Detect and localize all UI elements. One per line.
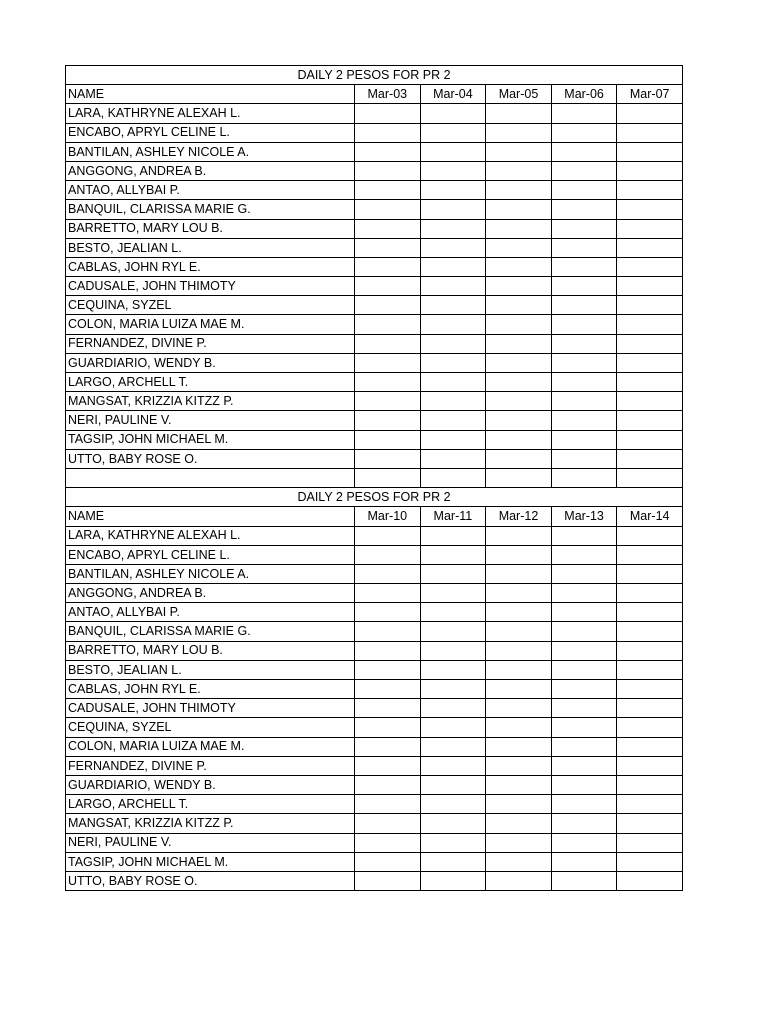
table-row xyxy=(66,449,683,468)
section-title[interactable]: DAILY 2 PESOS FOR PR 2 xyxy=(66,66,683,85)
table-row xyxy=(66,277,683,296)
payment-cell[interactable] xyxy=(617,161,683,180)
student-name-cell[interactable]: LARGO, ARCHELL T. xyxy=(66,373,355,392)
table-row xyxy=(66,161,683,180)
table-row xyxy=(66,641,683,660)
payment-cell[interactable] xyxy=(486,775,552,794)
table-row xyxy=(66,104,683,123)
payment-cell[interactable] xyxy=(355,756,421,775)
empty-cell[interactable] xyxy=(355,468,421,487)
payment-cell[interactable] xyxy=(617,430,683,449)
payment-cell[interactable] xyxy=(355,660,421,679)
payment-cell[interactable] xyxy=(486,430,552,449)
payment-cell[interactable] xyxy=(420,123,486,142)
payment-cell[interactable] xyxy=(486,315,552,334)
payment-cell[interactable] xyxy=(355,852,421,871)
payment-cell[interactable] xyxy=(551,852,617,871)
student-name-cell[interactable]: ANTAO, ALLYBAI P. xyxy=(66,603,355,622)
table-row xyxy=(66,392,683,411)
student-name-cell[interactable]: ANGGONG, ANDREA B. xyxy=(66,161,355,180)
payment-cell[interactable] xyxy=(420,392,486,411)
table-row xyxy=(66,775,683,794)
payment-cell[interactable] xyxy=(355,334,421,353)
payment-cell[interactable] xyxy=(551,795,617,814)
payment-cell[interactable] xyxy=(617,142,683,161)
table-row xyxy=(66,622,683,641)
date-column-header[interactable]: Mar-03 xyxy=(355,85,421,104)
table-row xyxy=(66,564,683,583)
payment-cell[interactable] xyxy=(420,430,486,449)
student-name-cell[interactable]: ANGGONG, ANDREA B. xyxy=(66,584,355,603)
table-row xyxy=(66,699,683,718)
table-row xyxy=(66,142,683,161)
table-row xyxy=(66,315,683,334)
payment-cell[interactable] xyxy=(420,238,486,257)
payment-cell[interactable] xyxy=(420,200,486,219)
payment-cell[interactable] xyxy=(551,315,617,334)
table-row xyxy=(66,871,683,890)
payment-cell[interactable] xyxy=(486,200,552,219)
payment-cell[interactable] xyxy=(420,411,486,430)
payment-cell[interactable] xyxy=(355,161,421,180)
payment-cell[interactable] xyxy=(355,430,421,449)
table-row xyxy=(66,603,683,622)
payment-cell[interactable] xyxy=(420,775,486,794)
payment-cell[interactable] xyxy=(486,622,552,641)
payment-cell[interactable] xyxy=(617,277,683,296)
sheet-body xyxy=(66,66,683,891)
table-row xyxy=(66,334,683,353)
payment-cell[interactable] xyxy=(355,564,421,583)
student-name-cell[interactable]: COLON, MARIA LUIZA MAE M. xyxy=(66,315,355,334)
payment-cell[interactable] xyxy=(486,373,552,392)
table-row xyxy=(66,257,683,276)
table-row xyxy=(66,852,683,871)
student-name-cell[interactable]: BANTILAN, ASHLEY NICOLE A. xyxy=(66,142,355,161)
date-column-header[interactable]: Mar-11 xyxy=(420,507,486,526)
payment-cell[interactable] xyxy=(420,545,486,564)
empty-cell[interactable] xyxy=(486,468,552,487)
payment-cell[interactable] xyxy=(486,564,552,583)
payment-cell[interactable] xyxy=(617,373,683,392)
payment-cell[interactable] xyxy=(355,641,421,660)
header-row xyxy=(66,507,683,526)
payment-cell[interactable] xyxy=(486,238,552,257)
header-row xyxy=(66,85,683,104)
section-title-row xyxy=(66,488,683,507)
payment-cell[interactable] xyxy=(486,814,552,833)
student-name-cell[interactable]: CADUSALE, JOHN THIMOTY xyxy=(66,699,355,718)
payment-cell[interactable] xyxy=(617,660,683,679)
payment-cell[interactable] xyxy=(355,296,421,315)
payment-cell[interactable] xyxy=(617,449,683,468)
payment-cell[interactable] xyxy=(551,449,617,468)
payment-cell[interactable] xyxy=(551,277,617,296)
payment-cell[interactable] xyxy=(420,219,486,238)
payment-cell[interactable] xyxy=(355,545,421,564)
payment-cell[interactable] xyxy=(617,795,683,814)
section-title[interactable]: DAILY 2 PESOS FOR PR 2 xyxy=(66,488,683,507)
payment-cell[interactable] xyxy=(551,430,617,449)
student-name-cell[interactable]: BANQUIL, CLARISSA MARIE G. xyxy=(66,622,355,641)
payment-cell[interactable] xyxy=(486,104,552,123)
payment-cell[interactable] xyxy=(617,603,683,622)
payment-cell[interactable] xyxy=(355,526,421,545)
payment-cell[interactable] xyxy=(486,142,552,161)
payment-cell[interactable] xyxy=(355,353,421,372)
payment-cell[interactable] xyxy=(420,181,486,200)
student-name-cell[interactable]: BANTILAN, ASHLEY NICOLE A. xyxy=(66,564,355,583)
payment-cell[interactable] xyxy=(486,641,552,660)
payment-cell[interactable] xyxy=(486,603,552,622)
student-name-cell[interactable]: MANGSAT, KRIZZIA KITZZ P. xyxy=(66,392,355,411)
payment-cell[interactable] xyxy=(486,219,552,238)
table-row xyxy=(66,814,683,833)
student-name-cell[interactable]: UTTO, BABY ROSE O. xyxy=(66,449,355,468)
payment-cell[interactable] xyxy=(551,219,617,238)
payment-cell[interactable] xyxy=(551,737,617,756)
payment-cell[interactable] xyxy=(617,200,683,219)
payment-cell[interactable] xyxy=(617,852,683,871)
payment-cell[interactable] xyxy=(617,219,683,238)
payment-cell[interactable] xyxy=(617,833,683,852)
payment-cell[interactable] xyxy=(420,660,486,679)
payment-cell[interactable] xyxy=(551,161,617,180)
empty-cell[interactable] xyxy=(66,468,355,487)
payment-cell[interactable] xyxy=(420,622,486,641)
payment-cell[interactable] xyxy=(551,104,617,123)
payment-cell[interactable] xyxy=(420,104,486,123)
payment-cell[interactable] xyxy=(355,795,421,814)
student-name-cell[interactable]: BESTO, JEALIAN L. xyxy=(66,660,355,679)
table-row xyxy=(66,756,683,775)
table-row xyxy=(66,373,683,392)
date-column-header[interactable]: Mar-13 xyxy=(551,507,617,526)
payment-cell[interactable] xyxy=(420,871,486,890)
payment-cell[interactable] xyxy=(486,795,552,814)
payment-cell[interactable] xyxy=(617,411,683,430)
payment-cell[interactable] xyxy=(486,680,552,699)
student-name-cell[interactable]: LARGO, ARCHELL T. xyxy=(66,795,355,814)
payment-cell[interactable] xyxy=(420,737,486,756)
table-row xyxy=(66,545,683,564)
payment-cell[interactable] xyxy=(420,526,486,545)
payment-cell[interactable] xyxy=(486,449,552,468)
payment-cell[interactable] xyxy=(617,737,683,756)
payment-cell[interactable] xyxy=(486,161,552,180)
table-row xyxy=(66,353,683,372)
payment-cell[interactable] xyxy=(486,699,552,718)
payment-cell[interactable] xyxy=(355,373,421,392)
payment-cell[interactable] xyxy=(355,277,421,296)
student-name-cell[interactable]: ENCABO, APRYL CELINE L. xyxy=(66,545,355,564)
student-name-cell[interactable]: FERNANDEZ, DIVINE P. xyxy=(66,756,355,775)
payment-cell[interactable] xyxy=(420,699,486,718)
payment-cell[interactable] xyxy=(355,257,421,276)
payment-cell[interactable] xyxy=(551,680,617,699)
payment-cell[interactable] xyxy=(617,545,683,564)
payment-cell[interactable] xyxy=(617,257,683,276)
payment-cell[interactable] xyxy=(617,641,683,660)
payment-cell[interactable] xyxy=(551,718,617,737)
payment-cell[interactable] xyxy=(355,315,421,334)
payment-cell[interactable] xyxy=(355,833,421,852)
payment-cell[interactable] xyxy=(486,353,552,372)
payment-cell[interactable] xyxy=(551,238,617,257)
payment-cell[interactable] xyxy=(486,852,552,871)
payment-cell[interactable] xyxy=(551,603,617,622)
payment-cell[interactable] xyxy=(420,257,486,276)
payment-cell[interactable] xyxy=(551,296,617,315)
table-row xyxy=(66,430,683,449)
student-name-cell[interactable]: CADUSALE, JOHN THIMOTY xyxy=(66,277,355,296)
payment-cell[interactable] xyxy=(617,871,683,890)
empty-cell[interactable] xyxy=(420,468,486,487)
payment-cell[interactable] xyxy=(551,373,617,392)
student-name-cell[interactable]: FERNANDEZ, DIVINE P. xyxy=(66,334,355,353)
name-column-header[interactable]: NAME xyxy=(66,85,355,104)
student-name-cell[interactable]: NERI, PAULINE V. xyxy=(66,833,355,852)
payment-cell[interactable] xyxy=(551,814,617,833)
payment-cell[interactable] xyxy=(486,257,552,276)
payment-cell[interactable] xyxy=(551,660,617,679)
student-name-cell[interactable]: BANQUIL, CLARISSA MARIE G. xyxy=(66,200,355,219)
payment-cell[interactable] xyxy=(420,833,486,852)
date-column-header[interactable]: Mar-05 xyxy=(486,85,552,104)
payment-sheet-table xyxy=(65,65,683,891)
student-name-cell[interactable]: GUARDIARIO, WENDY B. xyxy=(66,775,355,794)
payment-cell[interactable] xyxy=(551,526,617,545)
payment-cell[interactable] xyxy=(551,200,617,219)
payment-cell[interactable] xyxy=(617,622,683,641)
payment-cell[interactable] xyxy=(551,392,617,411)
payment-cell[interactable] xyxy=(486,334,552,353)
payment-cell[interactable] xyxy=(551,775,617,794)
student-name-cell[interactable]: CABLAS, JOHN RYL E. xyxy=(66,680,355,699)
payment-cell[interactable] xyxy=(355,449,421,468)
payment-cell[interactable] xyxy=(617,718,683,737)
payment-cell[interactable] xyxy=(486,296,552,315)
payment-cell[interactable] xyxy=(420,564,486,583)
payment-cell[interactable] xyxy=(420,718,486,737)
table-row xyxy=(66,737,683,756)
spreadsheet-page xyxy=(65,65,682,891)
payment-cell[interactable] xyxy=(355,737,421,756)
payment-cell[interactable] xyxy=(355,104,421,123)
payment-cell[interactable] xyxy=(420,315,486,334)
payment-cell[interactable] xyxy=(551,257,617,276)
name-column-header[interactable]: NAME xyxy=(66,507,355,526)
date-column-header[interactable]: Mar-04 xyxy=(420,85,486,104)
payment-cell[interactable] xyxy=(420,756,486,775)
section-title-row xyxy=(66,66,683,85)
table-row xyxy=(66,526,683,545)
student-name-cell[interactable]: BARRETTO, MARY LOU B. xyxy=(66,641,355,660)
table-row xyxy=(66,296,683,315)
table-row xyxy=(66,238,683,257)
payment-cell[interactable] xyxy=(617,334,683,353)
payment-cell[interactable] xyxy=(420,449,486,468)
payment-cell[interactable] xyxy=(551,181,617,200)
table-row xyxy=(66,219,683,238)
payment-cell[interactable] xyxy=(486,411,552,430)
payment-cell[interactable] xyxy=(551,699,617,718)
payment-cell[interactable] xyxy=(617,526,683,545)
table-row xyxy=(66,411,683,430)
payment-cell[interactable] xyxy=(551,622,617,641)
payment-cell[interactable] xyxy=(486,833,552,852)
payment-cell[interactable] xyxy=(420,277,486,296)
empty-row xyxy=(66,468,683,487)
student-name-cell[interactable]: BARRETTO, MARY LOU B. xyxy=(66,219,355,238)
student-name-cell[interactable]: ANTAO, ALLYBAI P. xyxy=(66,181,355,200)
payment-cell[interactable] xyxy=(420,584,486,603)
table-row xyxy=(66,584,683,603)
payment-cell[interactable] xyxy=(420,641,486,660)
payment-cell[interactable] xyxy=(355,871,421,890)
payment-cell[interactable] xyxy=(486,718,552,737)
payment-cell[interactable] xyxy=(617,756,683,775)
payment-cell[interactable] xyxy=(420,142,486,161)
payment-cell[interactable] xyxy=(355,680,421,699)
date-column-header[interactable]: Mar-10 xyxy=(355,507,421,526)
empty-cell[interactable] xyxy=(617,468,683,487)
payment-cell[interactable] xyxy=(486,526,552,545)
payment-cell[interactable] xyxy=(617,238,683,257)
date-column-header[interactable]: Mar-14 xyxy=(617,507,683,526)
payment-cell[interactable] xyxy=(486,584,552,603)
payment-cell[interactable] xyxy=(617,814,683,833)
payment-cell[interactable] xyxy=(355,219,421,238)
payment-cell[interactable] xyxy=(486,545,552,564)
payment-cell[interactable] xyxy=(617,123,683,142)
payment-cell[interactable] xyxy=(355,775,421,794)
student-name-cell[interactable]: TAGSIP, JOHN MICHAEL M. xyxy=(66,430,355,449)
payment-cell[interactable] xyxy=(617,564,683,583)
student-name-cell[interactable]: CEQUINA, SYZEL xyxy=(66,718,355,737)
payment-cell[interactable] xyxy=(420,603,486,622)
payment-cell[interactable] xyxy=(551,545,617,564)
payment-cell[interactable] xyxy=(355,622,421,641)
payment-cell[interactable] xyxy=(355,200,421,219)
empty-cell[interactable] xyxy=(551,468,617,487)
payment-cell[interactable] xyxy=(355,181,421,200)
table-row xyxy=(66,718,683,737)
student-name-cell[interactable]: BESTO, JEALIAN L. xyxy=(66,238,355,257)
table-row xyxy=(66,680,683,699)
student-name-cell[interactable]: GUARDIARIO, WENDY B. xyxy=(66,353,355,372)
payment-cell[interactable] xyxy=(355,392,421,411)
payment-cell[interactable] xyxy=(355,123,421,142)
date-column-header[interactable]: Mar-06 xyxy=(551,85,617,104)
table-row xyxy=(66,833,683,852)
payment-cell[interactable] xyxy=(617,680,683,699)
payment-cell[interactable] xyxy=(617,104,683,123)
payment-cell[interactable] xyxy=(486,123,552,142)
payment-cell[interactable] xyxy=(420,161,486,180)
date-column-header[interactable]: Mar-12 xyxy=(486,507,552,526)
payment-cell[interactable] xyxy=(551,564,617,583)
payment-cell[interactable] xyxy=(355,814,421,833)
payment-cell[interactable] xyxy=(617,699,683,718)
payment-cell[interactable] xyxy=(617,315,683,334)
payment-cell[interactable] xyxy=(420,334,486,353)
payment-cell[interactable] xyxy=(486,871,552,890)
student-name-cell[interactable]: MANGSAT, KRIZZIA KITZZ P. xyxy=(66,814,355,833)
student-name-cell[interactable]: LARA, KATHRYNE ALEXAH L. xyxy=(66,104,355,123)
payment-cell[interactable] xyxy=(420,680,486,699)
student-name-cell[interactable]: TAGSIP, JOHN MICHAEL M. xyxy=(66,852,355,871)
table-row xyxy=(66,181,683,200)
student-name-cell[interactable]: CABLAS, JOHN RYL E. xyxy=(66,257,355,276)
payment-cell[interactable] xyxy=(355,411,421,430)
payment-cell[interactable] xyxy=(355,584,421,603)
payment-cell[interactable] xyxy=(551,334,617,353)
payment-cell[interactable] xyxy=(551,353,617,372)
payment-cell[interactable] xyxy=(355,699,421,718)
payment-cell[interactable] xyxy=(551,123,617,142)
payment-cell[interactable] xyxy=(420,373,486,392)
student-name-cell[interactable]: LARA, KATHRYNE ALEXAH L. xyxy=(66,526,355,545)
payment-cell[interactable] xyxy=(355,142,421,161)
payment-cell[interactable] xyxy=(486,392,552,411)
student-name-cell[interactable]: UTTO, BABY ROSE O. xyxy=(66,871,355,890)
student-name-cell[interactable]: NERI, PAULINE V. xyxy=(66,411,355,430)
payment-cell[interactable] xyxy=(486,737,552,756)
table-row xyxy=(66,660,683,679)
payment-cell[interactable] xyxy=(420,296,486,315)
payment-cell[interactable] xyxy=(551,756,617,775)
payment-cell[interactable] xyxy=(617,775,683,794)
payment-cell[interactable] xyxy=(486,660,552,679)
payment-cell[interactable] xyxy=(420,795,486,814)
student-name-cell[interactable]: COLON, MARIA LUIZA MAE M. xyxy=(66,737,355,756)
payment-cell[interactable] xyxy=(355,718,421,737)
table-row xyxy=(66,795,683,814)
payment-cell[interactable] xyxy=(617,296,683,315)
payment-cell[interactable] xyxy=(551,584,617,603)
table-row xyxy=(66,200,683,219)
payment-cell[interactable] xyxy=(617,353,683,372)
payment-cell[interactable] xyxy=(420,814,486,833)
payment-cell[interactable] xyxy=(486,277,552,296)
payment-cell[interactable] xyxy=(617,181,683,200)
payment-cell[interactable] xyxy=(420,852,486,871)
payment-cell[interactable] xyxy=(617,392,683,411)
payment-cell[interactable] xyxy=(486,756,552,775)
payment-cell[interactable] xyxy=(486,181,552,200)
payment-cell[interactable] xyxy=(420,353,486,372)
payment-cell[interactable] xyxy=(551,833,617,852)
payment-cell[interactable] xyxy=(617,584,683,603)
payment-cell[interactable] xyxy=(551,411,617,430)
payment-cell[interactable] xyxy=(551,871,617,890)
payment-cell[interactable] xyxy=(551,641,617,660)
payment-cell[interactable] xyxy=(355,238,421,257)
student-name-cell[interactable]: ENCABO, APRYL CELINE L. xyxy=(66,123,355,142)
table-row xyxy=(66,123,683,142)
student-name-cell[interactable]: CEQUINA, SYZEL xyxy=(66,296,355,315)
payment-cell[interactable] xyxy=(355,603,421,622)
date-column-header[interactable]: Mar-07 xyxy=(617,85,683,104)
payment-cell[interactable] xyxy=(551,142,617,161)
